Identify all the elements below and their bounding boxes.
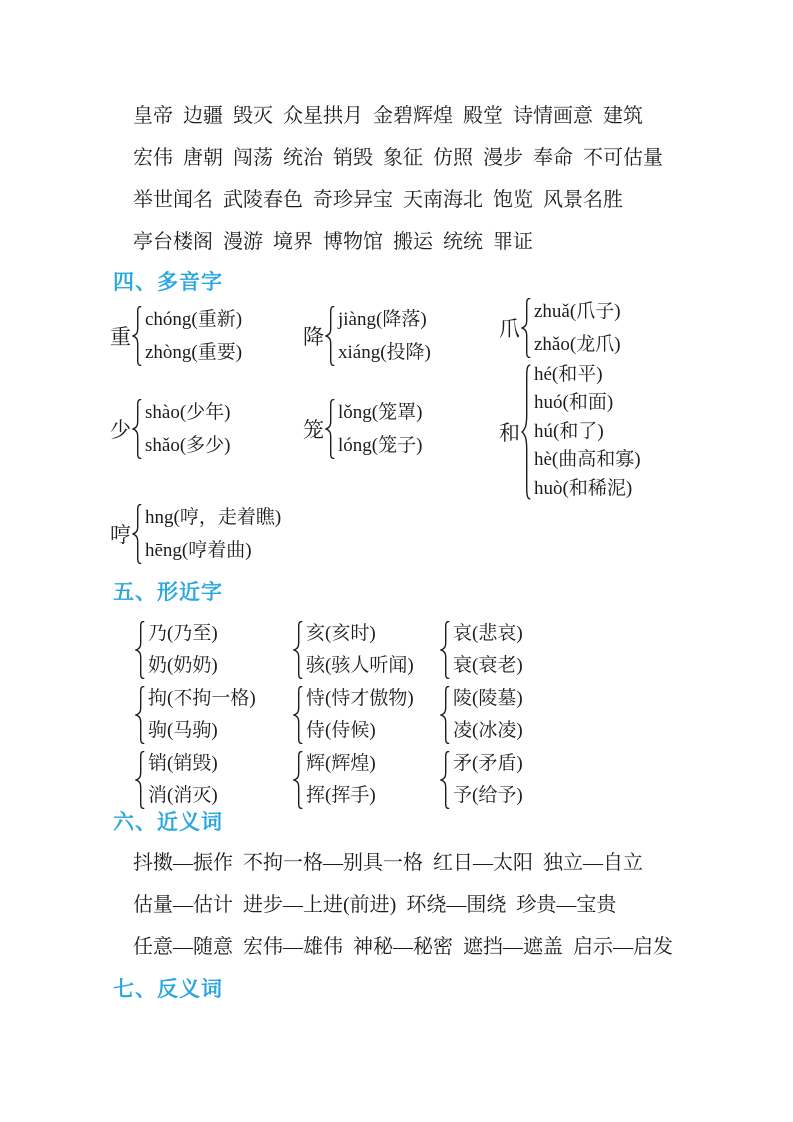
similar-character-entry: 哀(悲哀) [453, 623, 523, 644]
word-list-line-2: 宏伟 唐朝 闯荡 统治 销毁 象征 仿照 漫步 奉命 不可估量 [133, 147, 663, 169]
polyphone-group [499, 361, 641, 503]
group-entries [534, 361, 641, 503]
similar-character-entry: 销(销毁) [148, 753, 218, 774]
similar-character-group [293, 618, 414, 682]
word-list-line-3: 举世闻名 武陵春色 奇珍异宝 天南海北 饱览 风景名胜 [133, 189, 623, 211]
group-entries [145, 396, 230, 462]
curly-brace-icon [293, 686, 303, 744]
curly-brace-icon [293, 751, 303, 809]
pronunciation-entry: chóng(重新) [145, 309, 243, 330]
similar-character-entry: 拘(不拘一格) [148, 688, 256, 709]
similar-character-entry: 辉(辉煌) [306, 753, 376, 774]
similar-character-group [135, 618, 218, 682]
polyphone-group [303, 396, 422, 462]
group-entries [453, 618, 523, 682]
pronunciation-entry: lóng(笼子) [338, 435, 423, 456]
similar-character-entry: 消(消灭) [148, 785, 218, 806]
pronunciation-entry: hú(和了) [534, 420, 604, 442]
pronunciation-entry: jiàng(降落) [338, 309, 427, 330]
similar-character-entry: 陵(陵墓) [453, 688, 523, 709]
curly-brace-icon [440, 686, 450, 744]
similar-character-entry: 侍(侍候) [306, 720, 376, 741]
similar-character-group [135, 748, 218, 812]
group-entries [338, 396, 422, 462]
group-entries [306, 618, 414, 682]
group-entries [148, 683, 256, 747]
similar-character-entry: 衰(衰老) [453, 655, 523, 676]
pronunciation-entry: shǎo(多少) [145, 435, 231, 456]
curly-brace-icon [440, 751, 450, 809]
section-heading-antonyms: 七、反义词 [113, 978, 223, 1001]
pronunciation-entry: huó(和面) [534, 392, 614, 414]
curly-brace-icon [521, 364, 531, 500]
curly-brace-icon [132, 306, 142, 366]
synonym-line-3: 任意—随意 宏伟—雄伟 神秘—秘密 遮挡—遮盖 启示—启发 [133, 936, 673, 958]
similar-character-group [135, 683, 256, 747]
similar-character-group [293, 748, 376, 812]
group-head-character: 哼 [110, 523, 131, 547]
pronunciation-entry: zhòng(重要) [145, 342, 243, 363]
curly-brace-icon [325, 399, 335, 459]
curly-brace-icon [293, 621, 303, 679]
polyphone-group [110, 396, 230, 462]
group-entries [453, 748, 523, 812]
group-entries [148, 618, 218, 682]
group-entries [338, 303, 431, 369]
group-head-character: 爪 [499, 317, 520, 341]
polyphone-group [499, 295, 621, 361]
curly-brace-icon [135, 686, 145, 744]
similar-character-entry: 恃(恃才傲物) [306, 688, 414, 709]
similar-character-entry: 挥(挥手) [306, 785, 376, 806]
pronunciation-entry: xiáng(投降) [338, 342, 431, 363]
section-heading-synonyms: 六、近义词 [113, 811, 223, 834]
group-head-character: 笼 [303, 418, 324, 442]
polyphone-group [110, 501, 281, 567]
group-entries [453, 683, 523, 747]
section-heading-similar-characters: 五、形近字 [113, 581, 223, 604]
curly-brace-icon [521, 298, 531, 358]
polyphone-group [110, 303, 242, 369]
pronunciation-entry: zhuǎ(爪子) [534, 301, 621, 322]
curly-brace-icon [132, 504, 142, 564]
similar-character-group [440, 748, 523, 812]
group-entries [148, 748, 218, 812]
similar-character-entry: 予(给予) [453, 785, 523, 806]
word-list-line-4: 亭台楼阁 漫游 境界 博物馆 搬运 统统 罪证 [133, 231, 533, 253]
pronunciation-entry: shào(少年) [145, 402, 231, 423]
pronunciation-entry: hēng(哼着曲) [145, 540, 252, 561]
group-entries [534, 295, 621, 361]
group-head-character: 降 [303, 325, 324, 349]
similar-character-entry: 凌(冰凌) [453, 720, 523, 741]
group-head-character: 重 [110, 325, 131, 349]
section-heading-polyphones: 四、多音字 [113, 271, 223, 294]
pronunciation-entry: huò(和稀泥) [534, 477, 633, 499]
synonym-line-1: 抖擞—振作 不拘一格—别具一格 红日—太阳 独立—自立 [133, 852, 643, 874]
similar-character-entry: 驹(马驹) [148, 720, 218, 741]
pronunciation-entry: zhǎo(龙爪) [534, 334, 621, 355]
similar-character-entry: 奶(奶奶) [148, 655, 218, 676]
synonym-line-2: 估量—估计 进步—上进(前进) 环绕—围绕 珍贵—宝贵 [133, 894, 617, 916]
pronunciation-entry: hng(哼，走着瞧) [145, 507, 282, 528]
similar-character-entry: 亥(亥时) [306, 623, 376, 644]
curly-brace-icon [325, 306, 335, 366]
pronunciation-entry: hè(曲高和寡) [534, 449, 641, 471]
similar-character-group [293, 683, 414, 747]
similar-character-entry: 乃(乃至) [148, 623, 218, 644]
group-head-character: 少 [110, 418, 131, 442]
similar-character-entry: 骇(骇人听闻) [306, 655, 414, 676]
group-entries [306, 683, 414, 747]
similar-character-group [440, 618, 523, 682]
pronunciation-entry: hé(和平) [534, 364, 603, 385]
curly-brace-icon [440, 621, 450, 679]
pronunciation-entry: lǒng(笼罩) [338, 402, 423, 423]
similar-character-group [440, 683, 523, 747]
group-entries [306, 748, 376, 812]
group-head-character: 和 [499, 421, 520, 446]
curly-brace-icon [132, 399, 142, 459]
group-entries [145, 303, 242, 369]
curly-brace-icon [135, 751, 145, 809]
similar-character-entry: 矛(矛盾) [453, 753, 523, 774]
polyphone-group [303, 303, 431, 369]
group-entries [145, 501, 281, 567]
word-list-line-1: 皇帝 边疆 毁灭 众星拱月 金碧辉煌 殿堂 诗情画意 建筑 [133, 105, 643, 127]
curly-brace-icon [135, 621, 145, 679]
